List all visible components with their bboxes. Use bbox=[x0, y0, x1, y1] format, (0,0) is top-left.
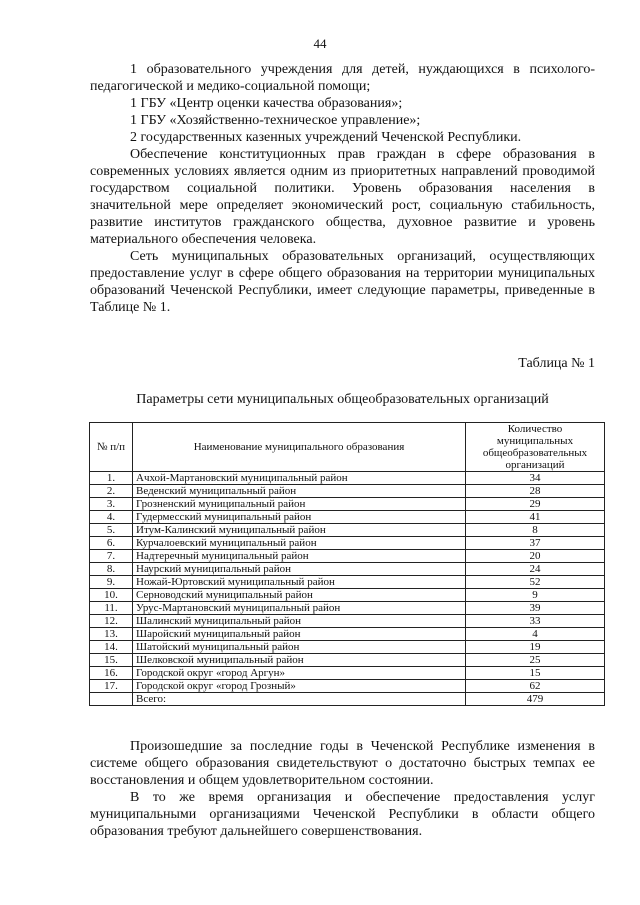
row-number: 11. bbox=[90, 602, 133, 615]
row-count: 19 bbox=[466, 641, 605, 654]
row-number: 6. bbox=[90, 537, 133, 550]
table-row bbox=[90, 524, 605, 537]
row-municipality: Шатойский муниципальный район bbox=[133, 641, 466, 654]
row-count: 24 bbox=[466, 563, 605, 576]
row-number: 10. bbox=[90, 589, 133, 602]
intro-line-2: 1 ГБУ «Центр оценки качества образования»; bbox=[130, 96, 403, 111]
row-number: 7. bbox=[90, 550, 133, 563]
paragraph-changes: Произошедшие за последние годы в Чеченской Республике изменения в системе общего образования свидетельствуют о достаточно быстрых темпах ее восстановления и общем удовлетворительном состоянии. bbox=[90, 739, 595, 788]
total-number-cell bbox=[90, 693, 133, 706]
row-count: 20 bbox=[466, 550, 605, 563]
row-number: 15. bbox=[90, 654, 133, 667]
table-row bbox=[90, 511, 605, 524]
table-header-row bbox=[90, 423, 605, 472]
table-row bbox=[90, 667, 605, 680]
intro-line-3: 1 ГБУ «Хозяйственно-техническое управление»; bbox=[130, 113, 421, 128]
row-count: 15 bbox=[466, 667, 605, 680]
row-number: 5. bbox=[90, 524, 133, 537]
table-row bbox=[90, 680, 605, 693]
row-municipality: Серноводский муниципальный район bbox=[133, 589, 466, 602]
row-municipality: Шелковской муниципальный район bbox=[133, 654, 466, 667]
table-row bbox=[90, 602, 605, 615]
row-municipality: Надтеречный муниципальный район bbox=[133, 550, 466, 563]
row-count: 4 bbox=[466, 628, 605, 641]
table-row bbox=[90, 641, 605, 654]
total-value: 479 bbox=[466, 693, 605, 706]
intro-line-4: 2 государственных казенных учреждений Чеченской Республики. bbox=[130, 130, 522, 145]
table-title: Параметры сети муниципальных общеобразовательных организаций bbox=[136, 392, 549, 407]
table-row bbox=[90, 498, 605, 511]
row-municipality: Наурский муниципальный район bbox=[133, 563, 466, 576]
row-municipality: Веденский муниципальный район bbox=[133, 485, 466, 498]
closing-section bbox=[90, 738, 595, 840]
row-number: 3. bbox=[90, 498, 133, 511]
row-municipality: Шаройский муниципальный район bbox=[133, 628, 466, 641]
row-count: 25 bbox=[466, 654, 605, 667]
row-number: 9. bbox=[90, 576, 133, 589]
row-count: 9 bbox=[466, 589, 605, 602]
row-municipality: Грозненский муниципальный район bbox=[133, 498, 466, 511]
intro-section bbox=[90, 61, 595, 316]
table-row bbox=[90, 550, 605, 563]
row-number: 13. bbox=[90, 628, 133, 641]
row-municipality: Итум-Калинский муниципальный район bbox=[133, 524, 466, 537]
row-municipality: Ножай-Юртовский муниципальный район bbox=[133, 576, 466, 589]
row-count: 29 bbox=[466, 498, 605, 511]
row-municipality: Ачхой-Мартановский муниципальный район bbox=[133, 472, 466, 485]
table-caption: Таблица № 1 bbox=[518, 356, 595, 371]
row-number: 1. bbox=[90, 472, 133, 485]
page-number: 44 bbox=[313, 36, 327, 51]
table-row bbox=[90, 576, 605, 589]
row-number: 12. bbox=[90, 615, 133, 628]
row-municipality: Шалинский муниципальный район bbox=[133, 615, 466, 628]
table-total-row bbox=[90, 693, 605, 706]
row-number: 2. bbox=[90, 485, 133, 498]
row-number: 16. bbox=[90, 667, 133, 680]
table-row bbox=[90, 615, 605, 628]
row-count: 52 bbox=[466, 576, 605, 589]
table-row bbox=[90, 654, 605, 667]
row-count: 28 bbox=[466, 485, 605, 498]
table-body bbox=[90, 472, 605, 706]
paragraph-improvement: В то же время организация и обеспечение предоставления услуг муниципальными организациями Чеченской Республики в области общего образования требуют дальнейшего совершенствования. bbox=[90, 790, 595, 839]
intro-line-1: 1 образовательного учреждения для детей, нуждающихся в психолого-педагогической и медико-социальной помощи; bbox=[90, 62, 595, 94]
table-row bbox=[90, 537, 605, 550]
row-count: 33 bbox=[466, 615, 605, 628]
table-row bbox=[90, 485, 605, 498]
row-number: 17. bbox=[90, 680, 133, 693]
row-municipality: Городской округ «город Грозный» bbox=[133, 680, 466, 693]
row-count: 8 bbox=[466, 524, 605, 537]
row-count: 34 bbox=[466, 472, 605, 485]
total-label: Всего: bbox=[133, 693, 466, 706]
table-row bbox=[90, 589, 605, 602]
row-count: 62 bbox=[466, 680, 605, 693]
row-count: 39 bbox=[466, 602, 605, 615]
header-count: Количество муниципальных общеобразовательных организаций bbox=[466, 423, 605, 472]
row-number: 4. bbox=[90, 511, 133, 524]
row-municipality: Гудермесский муниципальный район bbox=[133, 511, 466, 524]
paragraph-constitution: Обеспечение конституционных прав граждан в сфере образования в современных условиях является одним из приоритетных направлений проводимой государством социальной политики. Уровень образования населения в значительной мере определяет экономический рост, социальную стабильность, развитие институтов гражданского общества, духовное развитие и уровень материального обеспечения человека. bbox=[90, 147, 595, 247]
row-number: 8. bbox=[90, 563, 133, 576]
row-municipality: Городской округ «город Аргун» bbox=[133, 667, 466, 680]
paragraph-network: Сеть муниципальных образовательных организаций, осуществляющих предоставление услуг в сфере общего образования на территории муниципальных образований Чеченской Республики, имеет следующие параметры, приведенные в Таблице № 1. bbox=[90, 249, 595, 315]
municipal-network-table bbox=[89, 422, 605, 706]
row-municipality: Курчалоевский муниципальный район bbox=[133, 537, 466, 550]
header-number: № п/п bbox=[90, 423, 133, 472]
table-row bbox=[90, 472, 605, 485]
header-name: Наименование муниципального образования bbox=[133, 423, 466, 472]
row-count: 37 bbox=[466, 537, 605, 550]
row-count: 41 bbox=[466, 511, 605, 524]
table-row bbox=[90, 563, 605, 576]
row-municipality: Урус-Мартановский муниципальный район bbox=[133, 602, 466, 615]
table-row bbox=[90, 628, 605, 641]
row-number: 14. bbox=[90, 641, 133, 654]
